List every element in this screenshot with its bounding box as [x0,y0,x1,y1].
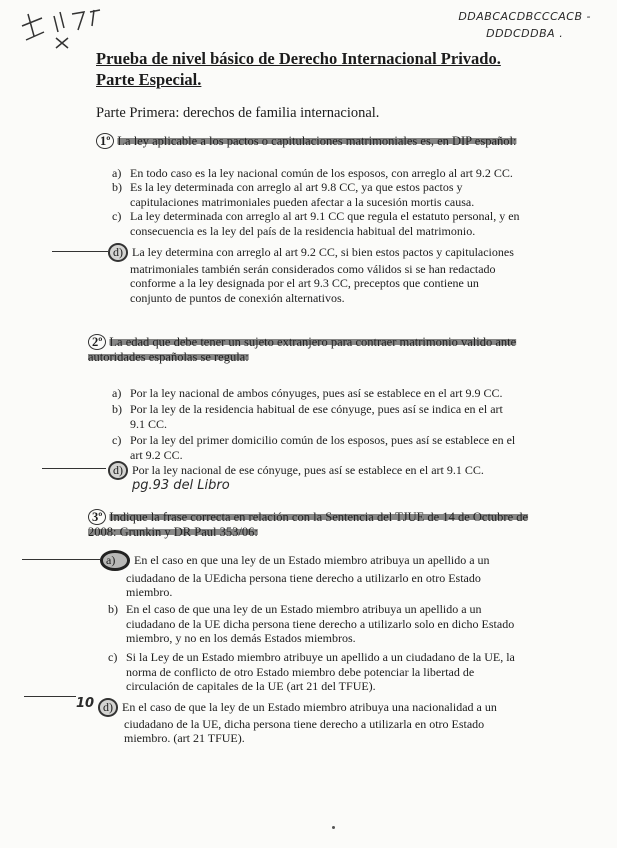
q2-option-c: c) Por la ley del primer domicilio común de los esposos, pues así se establece en el art 9.2 CC. [112,433,516,462]
q3-option-c: c) Si la Ley de un Estado miembro atribuye un apellido a un ciudadano de la UE, la norma de conflicto de otro Estado miembro debe potenciar la libertad de circulación de capitales de la UE (art 21 del TFUE). [108,650,515,693]
question-text: Indique la frase correcta en relación con la Sentencia del TJUE de 14 de Octubre de [109,510,529,524]
q1-option-b: b) Es la ley determinada con arreglo al art 9.8 CC, ya que estos pactos y capitulaciones matrimoniales pueden afectar a la sucesión mortis causa. [112,180,475,209]
question-number: 2º [88,334,106,350]
page-title: Prueba de nivel básico de Derecho Internacional Privado. Parte Especial. [96,49,501,89]
answer-code-line2: DDDCDDBA . [486,27,564,40]
question-1 [96,133,536,149]
question-2 [88,334,538,364]
answer-code [458,8,591,42]
q2-option-b: b) Por la ley de la residencia habitual de ese cónyuge, pues así se indica en el art 9.1 CC. [112,402,503,431]
answer-mark-line [42,468,106,469]
question-text-cont: 2008: Grunkin y DR Paul 353/06: [88,525,258,539]
answer-mark-line [24,696,76,697]
handwritten-page-note: pg.93 del Libro [132,478,230,493]
q1-option-c: c) La ley determinada con arreglo al art 9.1 CC que regula el estatuto personal, y en consecuencia es la ley del país de la residencia habitual del matrimonio. [112,209,520,238]
answer-mark-line [52,251,108,252]
question-number: 1º [96,133,114,149]
question-3 [88,509,538,539]
answer-code-line1: DDABCACDBCCCACB - [458,10,591,23]
question-text: La ley aplicable a los pactos o capitulaciones matrimoniales es, en DIP español: [117,134,517,148]
q1-option-d: d) La ley determina con arreglo al art 9.2 CC, si bien estos pactos y capitulaciones matrimoniales también serán considerados como válidos si se han redactado conforme a la ley designada por el art 9.3 CC, preceptos que contiene un conjunto de puntos de conexión alternativos. [108,243,548,305]
question-text: La edad que debe tener un sujeto extranjero para contraer matrimonio valido ante [109,335,517,349]
q3-option-d: d) En el caso de que la ley de un Estado miembro atribuya una nacionalidad a un ciudadano de la UE, dicha persona tiene derecho a utilizarla en otro Estado miembro. (art 21 TFUE). [98,698,528,746]
q2-option-d: d) Por la ley nacional de ese cónyuge, pues así se establece en el art 9.1 CC. [108,461,484,480]
q2-option-a: a) Por la ley nacional de ambos cónyuges, pues así se establece en el art 9.9 CC. [112,386,503,400]
scan-speck [332,826,335,829]
section-heading: Parte Primera: derechos de familia internacional. [96,105,380,121]
corner-scribble [14,6,109,51]
handwritten-score-mark: 10 [76,696,95,711]
q3-option-a: a) En el caso en que una ley de un Estado miembro atribuya un apellido a un ciudadano de la UEdicha persona tiene derecho a utilizarlo en otro Estado miembro. [100,550,520,600]
q1-option-a: a) En todo caso es la ley nacional común de los esposos, con arreglo al art 9.2 CC. [112,166,513,180]
question-number: 3º [88,509,106,525]
question-text-cont: autoridades españolas se regula: [88,350,249,364]
q3-option-b: b) En el caso de que una ley de un Estado miembro atribuya un apellido a un ciudadano de la UE dicha persona tiene derecho a utilizarlo solo en dicho Estado miembro, y no en los demás Estados miembros. [108,602,515,645]
answer-mark-line [22,559,100,560]
